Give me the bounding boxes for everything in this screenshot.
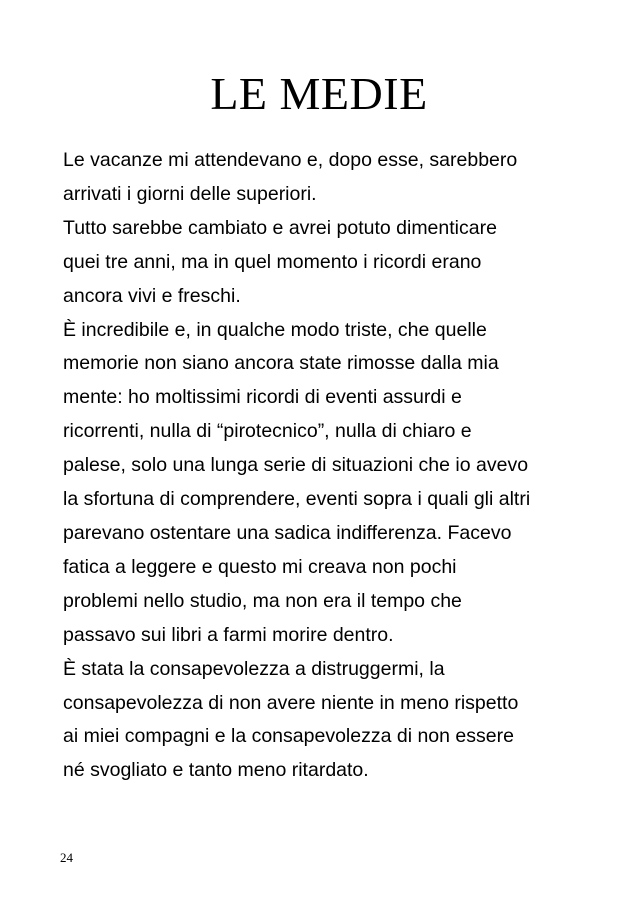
text-line: È stata la consapevolezza a distruggermi, la [63,657,445,680]
text-line: mente: ho moltissimi ricordi di eventi assurdi e [63,386,462,409]
text-line: passavo sui libri a farmi morire dentro. [63,623,394,646]
text-line: quei tre anni, ma in quel momento i ricordi erano [63,250,482,273]
body-text [63,144,603,788]
text-line: fatica a leggere e questo mi creava non pochi [63,555,457,578]
text-line: palese, solo una lunga serie di situazioni che io avevo [63,454,529,477]
text-line: Le vacanze mi attendevano e, dopo esse, sarebbero [63,149,518,171]
text-line: È incredibile e, in qualche modo triste, che quelle [63,318,487,341]
text-line: arrivati i giorni delle superiori. [63,182,317,205]
text-line: consapevolezza di non avere niente in meno rispetto [63,691,519,714]
page-number: 24 [60,850,73,865]
text-line: la sfortuna di comprendere, eventi sopra i quali gli altri [63,488,531,511]
text-line: memorie non siano ancora state rimosse dalla mia [63,352,499,375]
text-line: Tutto sarebbe cambiato e avrei potuto dimenticare [63,216,497,239]
text-line: problemi nello studio, ma non era il tempo che [63,589,462,612]
text-line: ancora vivi e freschi. [63,284,241,307]
text-line: né svogliato e tanto meno ritardato. [63,759,369,782]
text-line: ricorrenti, nulla di “pirotecnico”, nulla di chiaro e [63,420,472,443]
text-line: ai miei compagni e la consapevolezza di non essere [63,725,514,748]
chapter-title: LE MEDIE [210,68,428,119]
text-line: parevano ostentare una sadica indifferenza. Facevo [63,521,512,544]
